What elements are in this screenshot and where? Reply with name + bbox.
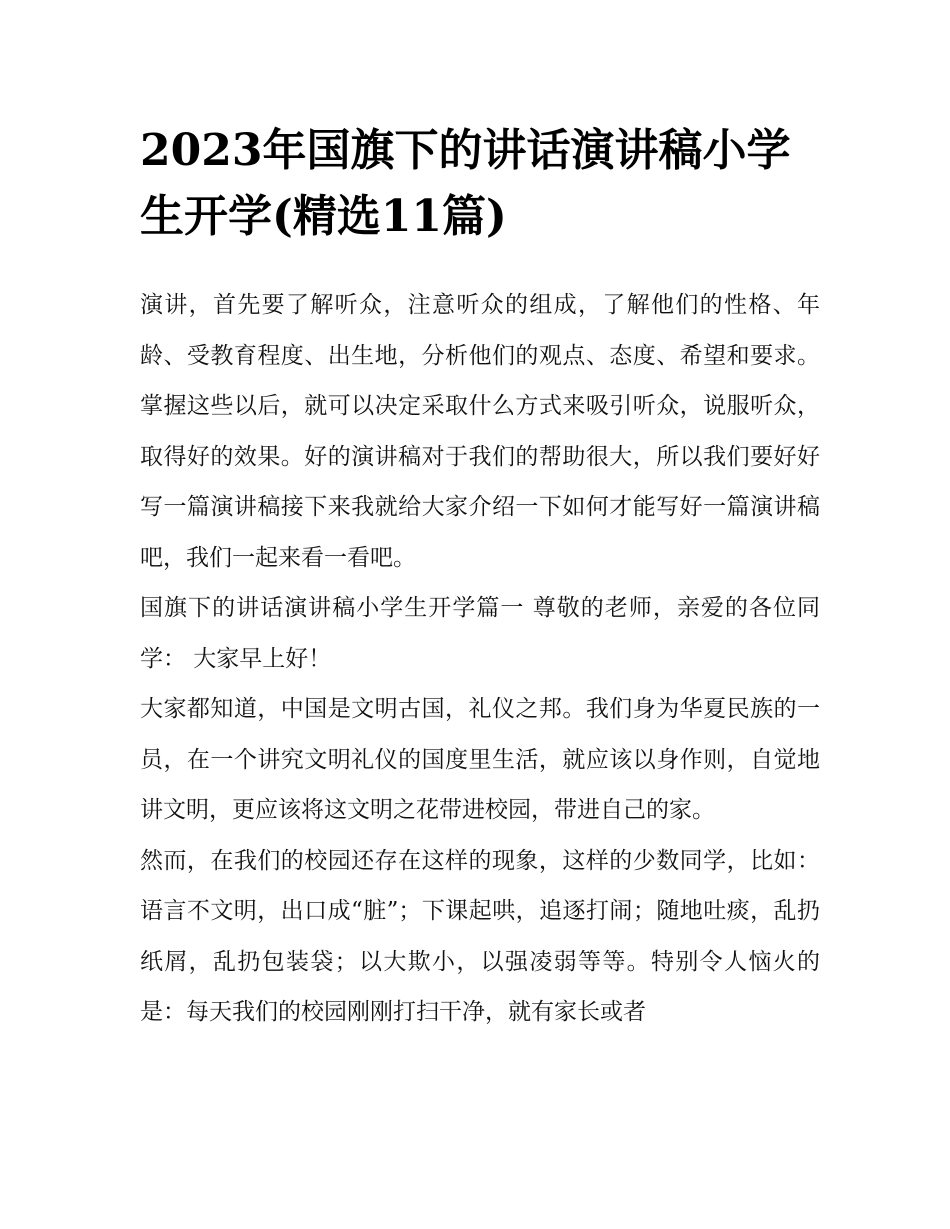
paragraph-civilization: 大家都知道，中国是文明古国，礼仪之邦。我们身为华夏民族的一员，在一个讲究文明礼仪的国度里生活，就应该以身作则，自觉地讲文明，更应该将这文明之花带进校园，带进自己的家。 [140,696,820,823]
paragraph-campus-issues: 然而，在我们的校园还存在这样的现象，这样的少数同学，比如：语言不文明，出口成“脏”；下课起哄，追逐打闹；随地吐痰，乱扔纸屑，乱扔包装袋；以大欺小，以强凌弱等等。特别令人恼火的是：每天我们的校园刚刚打扫干净，就有家长或者 [140,847,820,1025]
paragraph-greeting: 国旗下的讲话演讲稿小学生开学篇一 尊敬的老师，亲爱的各位同学： 大家早上好！ [140,595,820,672]
document-body [140,280,820,1038]
document-title: 2023年国旗下的讲话演讲稿小学生开学(精选11篇) [140,125,791,242]
paragraph-intro: 演讲，首先要了解听众，注意听众的组成，了解他们的性格、年龄、受教育程度、出生地，分析他们的观点、态度、希望和要求。掌握这些以后，就可以决定采取什么方式来吸引听众，说服听众，取得好的效果。好的演讲稿对于我们的帮助很大，所以我们要好好写一篇演讲稿接下来我就给大家介绍一下如何才能写好一篇演讲稿吧，我们一起来看一看吧。 [140,292,820,571]
